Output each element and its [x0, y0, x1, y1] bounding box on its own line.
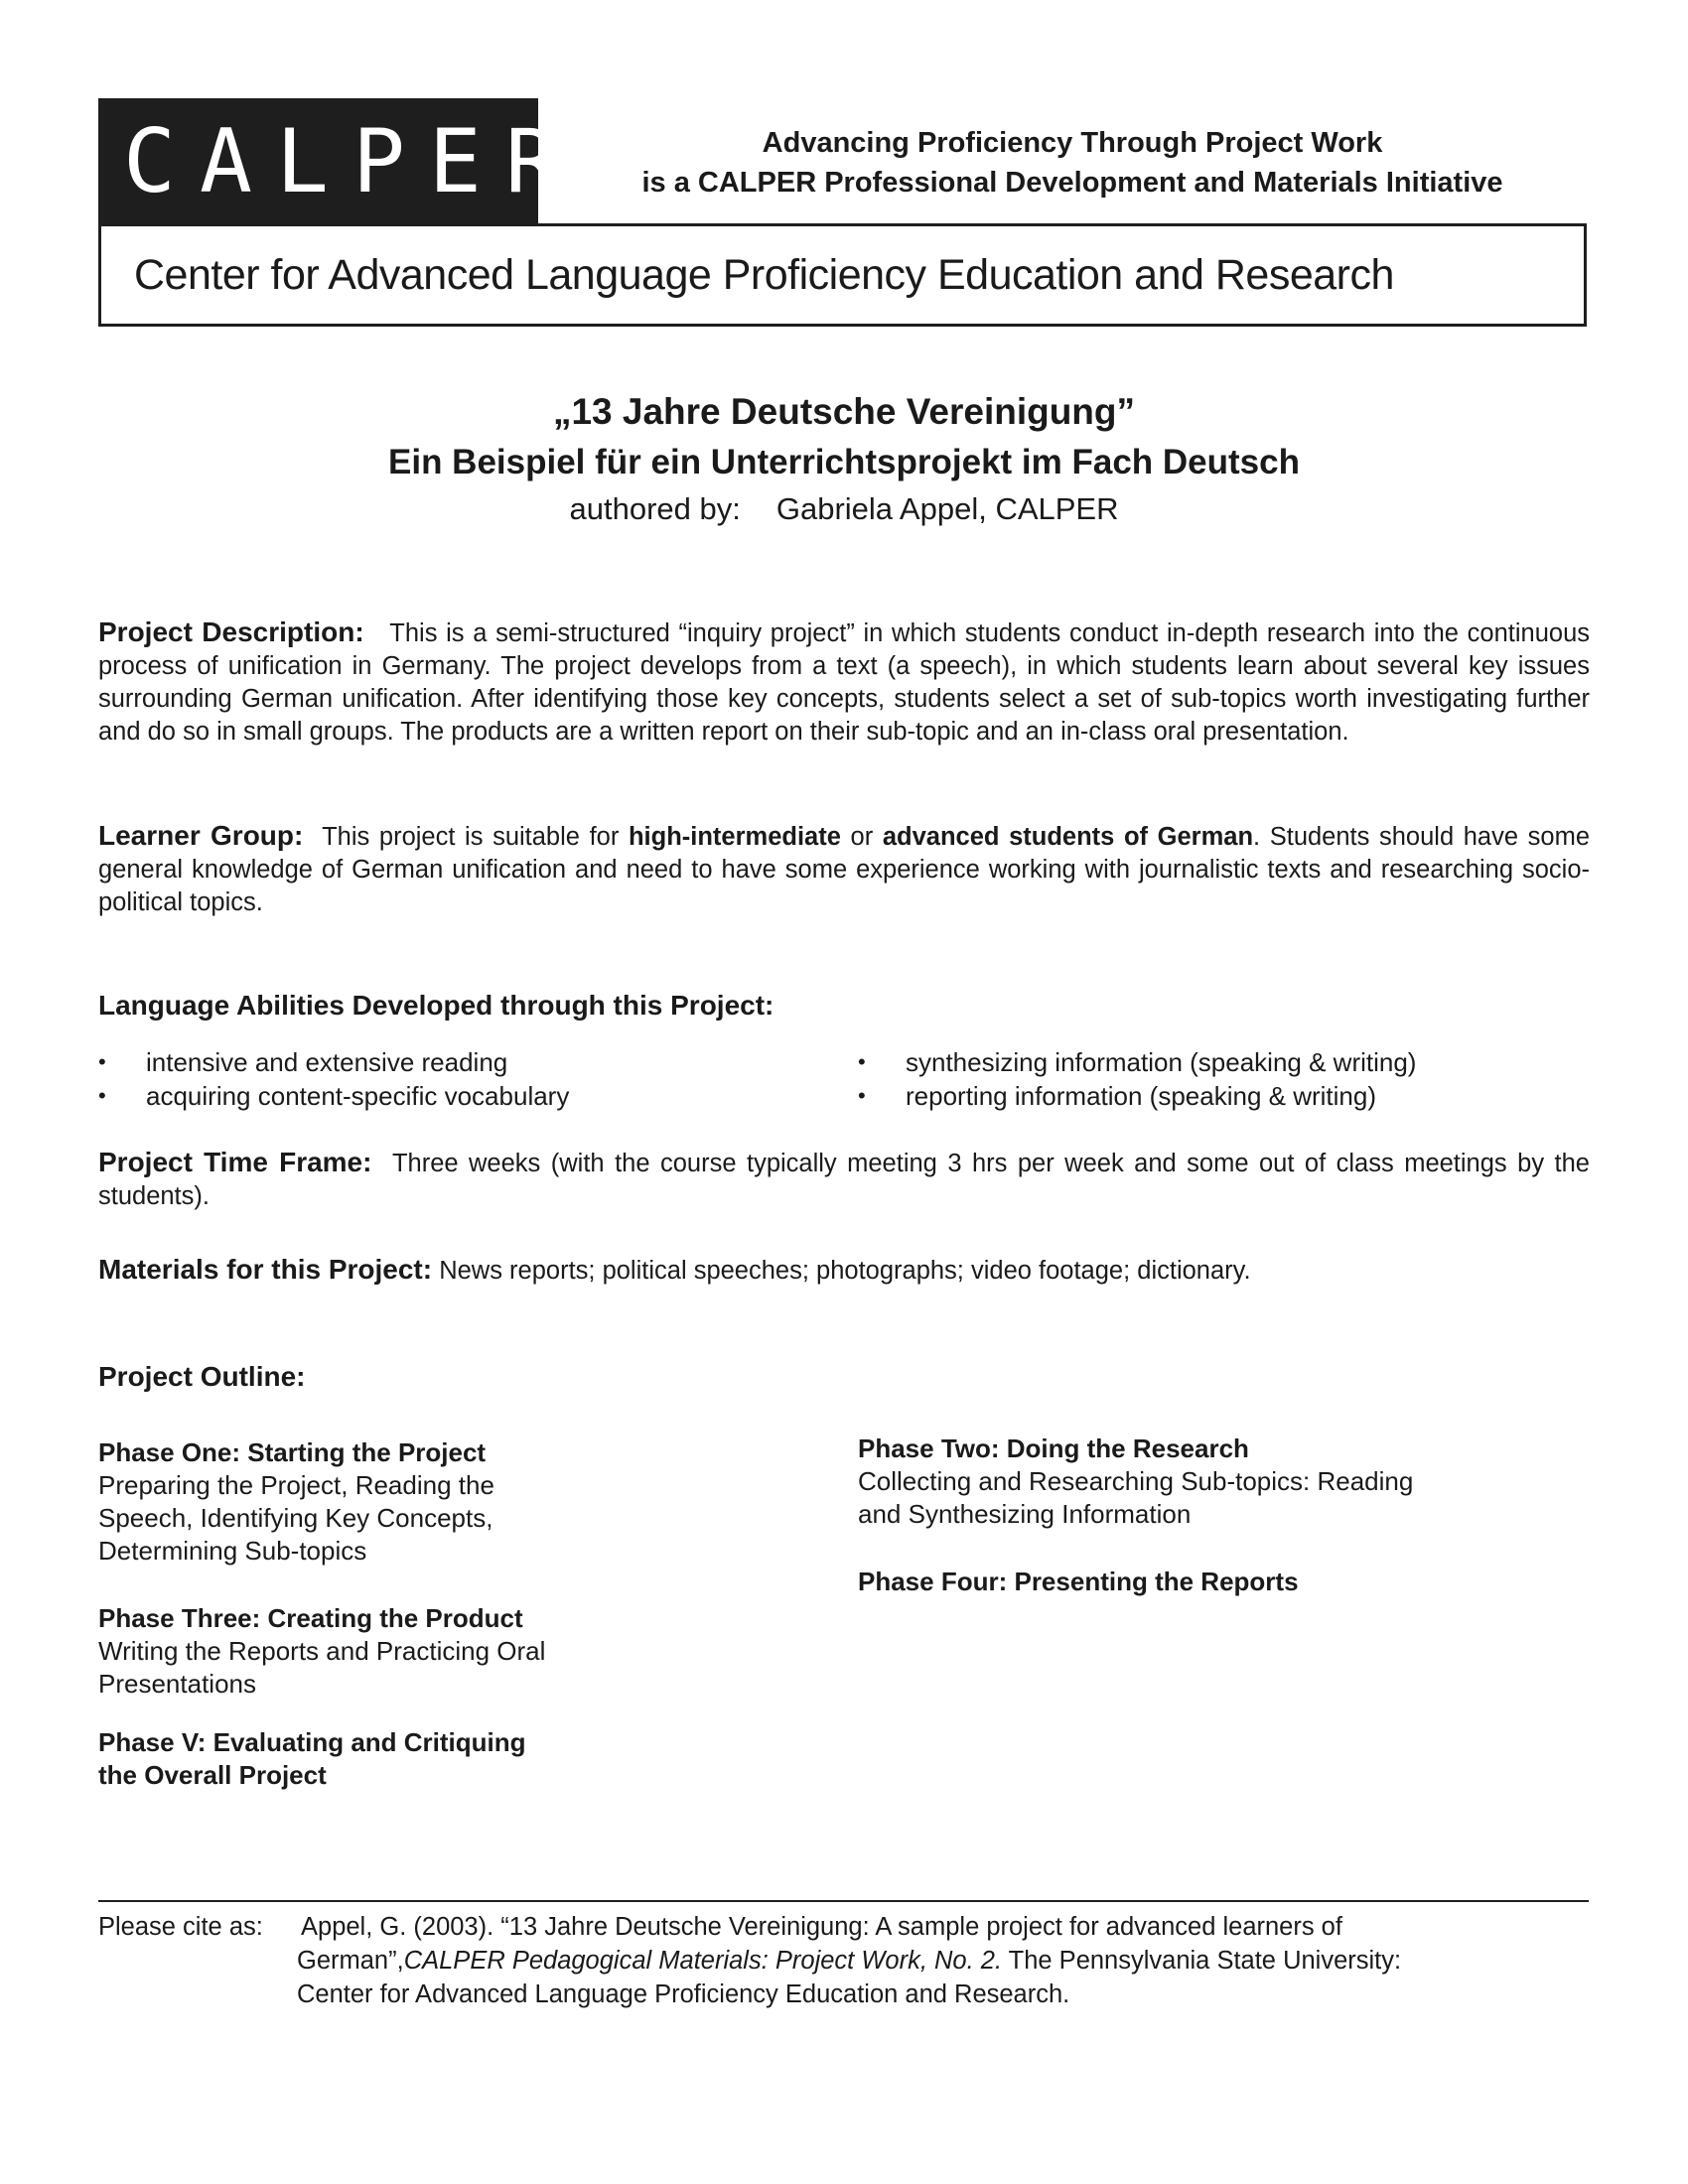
phase-two-line: and Synthesizing Information [858, 1499, 1192, 1529]
project-materials [98, 1253, 1590, 1288]
list-item: • synthesizing information (speaking & writing) [858, 1045, 1593, 1079]
list-item: • acquiring content-specific vocabulary [98, 1079, 853, 1113]
project-time-frame [98, 1146, 1590, 1213]
phase-two [858, 1433, 1593, 1531]
project-description [98, 615, 1590, 749]
phase-two-line: Collecting and Researching Sub-topics: Reading [858, 1466, 1414, 1496]
phase-three-line: Writing the Reports and Practicing Oral [98, 1636, 546, 1666]
project-outline-heading: Project Outline: [98, 1361, 306, 1392]
author-name: Gabriela Appel, CALPER [775, 491, 1119, 526]
learner-level-advanced: advanced students of German [882, 823, 1254, 851]
phase-four [858, 1566, 1593, 1598]
learner-level-high-intermediate: high-intermediate [628, 823, 841, 851]
phase-three-title: Phase Three: Creating the Product [98, 1603, 523, 1633]
materials-text: News reports; political speeches; photographs; video footage; dictionary. [439, 1257, 1251, 1285]
document-subtitle: Ein Beispiel für ein Unterrichtsprojekt im Fach Deutsch [388, 443, 1300, 481]
citation-text: German”, [297, 1947, 404, 1975]
materials-label: Materials for this Project: [98, 1254, 433, 1285]
project-description-text: This is a semi-structured “inquiry project” in which students conduct in-depth research into the continuous process of unification in Germany. The project develops from a text (a speech), in which students learn about several key issues surrounding German unification. After identifying those key concepts, students select a set of sub-topics worth investigating further and do so in small groups. The products are a written report on their sub-topic and an in-class oral presentation. [98, 619, 1590, 746]
citation-line-3: Center for Advanced Language Proficiency Education and Research. [297, 1980, 1070, 2008]
citation-label: Please cite as: [98, 1913, 263, 1941]
learner-group-text-b: or [850, 823, 874, 851]
citation-series-title: CALPER Pedagogical Materials: Project Work, No. 2. [403, 1947, 1003, 1975]
citation-text: The Pennsylvania State University: [1002, 1947, 1402, 1975]
citation-line-2 [297, 1944, 1589, 1978]
learner-group-text-c: . Students should have some general knowledge of German unification and need to have some experience working with journalistic texts and researching socio-political topics. [98, 823, 1591, 916]
phase-one-line: Determining Sub-topics [98, 1536, 367, 1566]
phase-three-line: Presentations [98, 1669, 256, 1699]
tagline-line-2: is a CALPER Professional Development and Materials Initiative [641, 167, 1503, 199]
list-item: • reporting information (speaking & writing) [858, 1079, 1593, 1113]
citation-body [297, 1910, 1589, 2011]
phase-five [98, 1726, 793, 1792]
citation-divider [98, 1900, 1589, 1902]
phase-five-title-line: the Overall Project [98, 1760, 327, 1790]
time-frame-label: Project Time Frame: [98, 1147, 372, 1177]
calper-logo: CALPER [98, 98, 538, 225]
learner-group-label: Learner Group: [98, 820, 304, 851]
abilities-list-left [98, 1045, 853, 1113]
phase-four-title: Phase Four: Presenting the Reports [858, 1567, 1299, 1596]
phase-three [98, 1602, 793, 1701]
phase-one-line: Preparing the Project, Reading the [98, 1470, 494, 1500]
phase-one [98, 1436, 793, 1568]
learner-group [98, 819, 1590, 919]
project-description-label: Project Description: [98, 616, 364, 647]
tagline-line-1: Advancing Proficiency Through Project Work [762, 127, 1383, 159]
abilities-heading: Language Abilities Developed through this Project: [98, 990, 774, 1021]
citation [98, 1910, 1589, 2011]
abilities-list-right [858, 1045, 1593, 1113]
phase-two-title: Phase Two: Doing the Research [858, 1433, 1249, 1463]
phase-one-title: Phase One: Starting the Project [98, 1437, 487, 1467]
phase-one-line: Speech, Identifying Key Concepts, [98, 1503, 493, 1533]
document-title: „13 Jahre Deutsche Vereinigung” [552, 391, 1136, 432]
center-name-banner: Center for Advanced Language Proficiency Education and Research [98, 223, 1587, 327]
citation-line-1: Appel, G. (2003). “13 Jahre Deutsche Vereinigung: A sample project for advanced learners of [301, 1913, 1342, 1941]
phase-five-title-line: Phase V: Evaluating and Critiquing [98, 1727, 526, 1757]
author-label: authored by: [569, 491, 741, 526]
time-frame-text: Three weeks (with the course typically meeting 3 hrs per week and some out of class meetings by the students). [98, 1150, 1590, 1210]
list-item: • intensive and extensive reading [98, 1045, 853, 1079]
author-line [0, 491, 1688, 527]
learner-group-text-a: This project is suitable for [322, 823, 620, 851]
